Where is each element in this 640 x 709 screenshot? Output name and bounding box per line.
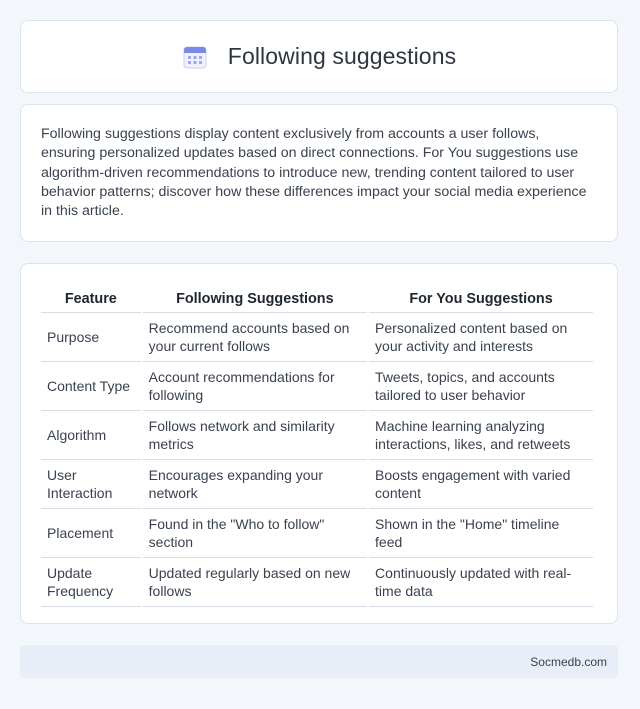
feature-cell: Placement [41, 509, 141, 558]
table-row [41, 509, 593, 558]
for-you-cell: Personalized content based on your activity and interests [369, 313, 593, 362]
following-cell: Encourages expanding your network [143, 460, 367, 509]
title-card [20, 20, 618, 93]
table-row [41, 362, 593, 411]
column-header-for-you: For You Suggestions [369, 284, 593, 313]
for-you-cell: Continuously updated with real-time data [369, 558, 593, 607]
feature-cell: User Interaction [41, 460, 141, 509]
for-you-cell: Boosts engagement with varied content [369, 460, 593, 509]
feature-cell: Content Type [41, 362, 141, 411]
intro-paragraph: Following suggestions display content exclusively from accounts a user follows, ensuring personalized updates based on direct connections. For You suggestions use algorithm-driven recommendations to introduce new, trending content tailored to user behavior patterns; discover how these differences impact your social media experience in this article. [41, 126, 587, 220]
intro-card [20, 104, 618, 242]
table-row [41, 558, 593, 607]
following-cell: Account recommendations for following [143, 362, 367, 411]
comparison-card [20, 263, 618, 624]
table-row [41, 460, 593, 509]
page-title: Following suggestions [227, 43, 457, 69]
for-you-cell: Tweets, topics, and accounts tailored to user behavior [369, 362, 593, 411]
title-wrap [182, 43, 456, 70]
for-you-cell: Machine learning analyzing interactions, likes, and retweets [369, 411, 593, 460]
table-row [41, 411, 593, 460]
footer-bar [20, 645, 618, 678]
column-header-feature: Feature [41, 284, 141, 313]
feature-cell: Update Frequency [41, 558, 141, 607]
footer-site-link[interactable]: Socmedb.com [530, 654, 607, 669]
following-cell: Recommend accounts based on your current follows [143, 313, 367, 362]
calendar-icon [182, 44, 208, 70]
feature-cell: Algorithm [41, 411, 141, 460]
table-header-row [41, 284, 593, 313]
comparison-table [39, 284, 595, 607]
column-header-following: Following Suggestions [143, 284, 367, 313]
feature-cell: Purpose [41, 313, 141, 362]
for-you-cell: Shown in the "Home" timeline feed [369, 509, 593, 558]
following-cell: Updated regularly based on new follows [143, 558, 367, 607]
following-cell: Follows network and similarity metrics [143, 411, 367, 460]
following-cell: Found in the "Who to follow" section [143, 509, 367, 558]
table-row [41, 313, 593, 362]
